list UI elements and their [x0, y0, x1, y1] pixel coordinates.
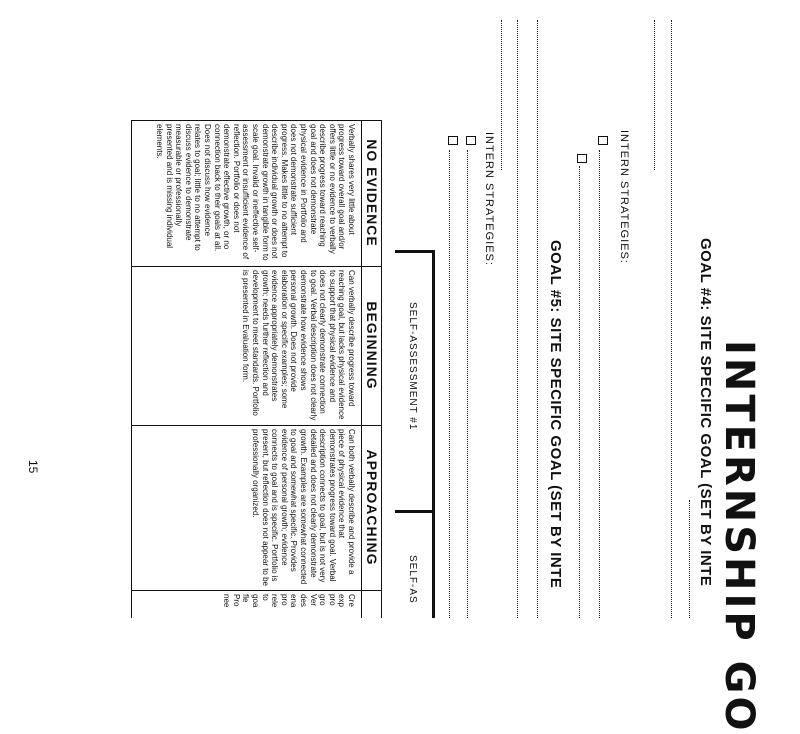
assessment-top-rule: [432, 250, 435, 618]
rubric-text-approaching: Can both verbally describe and provide a piece of physical evidence that demonstrates progress toward goal. Verbal description connects to goal, but is not very detailed and does not clearly demonstrate growth. Examples are somewhat connected to goal and somewhat specific. Provides evidence of personal growth; evidence connects to goal and is specific. Portfolio is present, but reflection does not appear to be professionally organized.: [251, 429, 356, 586]
goal5-rule-3: [501, 20, 502, 170]
goal5-checkbox-1[interactable]: [466, 136, 476, 145]
goal4-strategy-line-1: [599, 150, 600, 618]
goal4-heading: GOAL #4: SITE SPECIFIC GOAL (SET BY INTE: [697, 238, 714, 587]
rubric-top-border: [381, 120, 382, 618]
rubric-col-divider-1: [132, 266, 382, 267]
assessment-divider: [395, 510, 435, 513]
goal4-checkbox-2[interactable]: [577, 154, 587, 163]
goal5-strategy-line-1: [467, 150, 468, 618]
goal4-rule-1: [689, 500, 690, 618]
goal4-checkbox-1[interactable]: [598, 136, 608, 145]
rubric-text-beginning: Can verbally describe progress toward reaching goal, but lacks physical evidence to support that physical evidence and does not clearly demonstrate connection to goal. Verbal description does not clearly demonstrate how evidence shows personal growth. Does not provide elaboration or specific examples; some evidence appropriately demonstrates growth; needs further reflection and development to meet standards. Portfolio is presented in Evaluation form.: [241, 270, 356, 421]
goal4-strategy-line-2: [579, 166, 580, 618]
rubric-header-beginning: BEGINNING: [364, 301, 380, 390]
goal5-strategies-label: INTERN STRATEGIES:: [483, 132, 495, 266]
goal5-strategy-line-2: [449, 150, 450, 618]
rubric-bottom-border: [131, 120, 132, 618]
document-title: INTERNSHIP GO: [716, 340, 762, 734]
self-assessment-2-label: SELF-AS: [407, 555, 418, 604]
goal4-rule-3: [654, 20, 655, 170]
goal5-rule-1: [537, 20, 538, 618]
page-number: 15: [26, 460, 40, 474]
rubric-col-divider-3: [132, 590, 382, 591]
rubric-text-no-evidence: Verbally shares very little about progress toward overall goal and/or offers little or no evidence to verbally describe progress toward reaching goal and does not demonstrate physical evidence in Portfolio and does not demonstrate sufficient progress. Makes little to no attempt to describe individual growth or does not demonstrate growth in tangible form to scale goal. Invalid or ineffective self-assessment or insufficient evidence of reflection. Portfolio or does not demonstrate effective growth, or no connection back to their goals at all. Does not discuss how evidence relates to goal; little to no attempt to discuss evidence to demonstrate measurable or professionally presented and is missing individual elements.: [155, 124, 356, 261]
goal4-rule-2: [671, 20, 672, 618]
rubric-left-border: [132, 120, 382, 121]
rubric-col-divider-2: [132, 425, 382, 426]
goal5-rule-2: [517, 20, 518, 618]
rubric-header-border: [361, 120, 362, 618]
self-assessment-1-label: SELF-ASSESSMENT #1: [407, 302, 418, 431]
rubric-header-no-evidence: NO EVIDENCE: [364, 139, 380, 247]
assessment-left-border: [395, 250, 435, 253]
goal5-heading: GOAL #5: SITE SPECIFIC GOAL (SET BY INTE: [547, 240, 564, 589]
rubric-text-column-4: Cre exp pro gro Ver des ena pro rele to goa fle Pro nee: [222, 594, 356, 608]
rubric-header-approaching: APPROACHING: [364, 449, 380, 566]
goal4-strategies-label: INTERN STRATEGIES:: [618, 130, 630, 264]
goal5-checkbox-2[interactable]: [448, 136, 458, 145]
